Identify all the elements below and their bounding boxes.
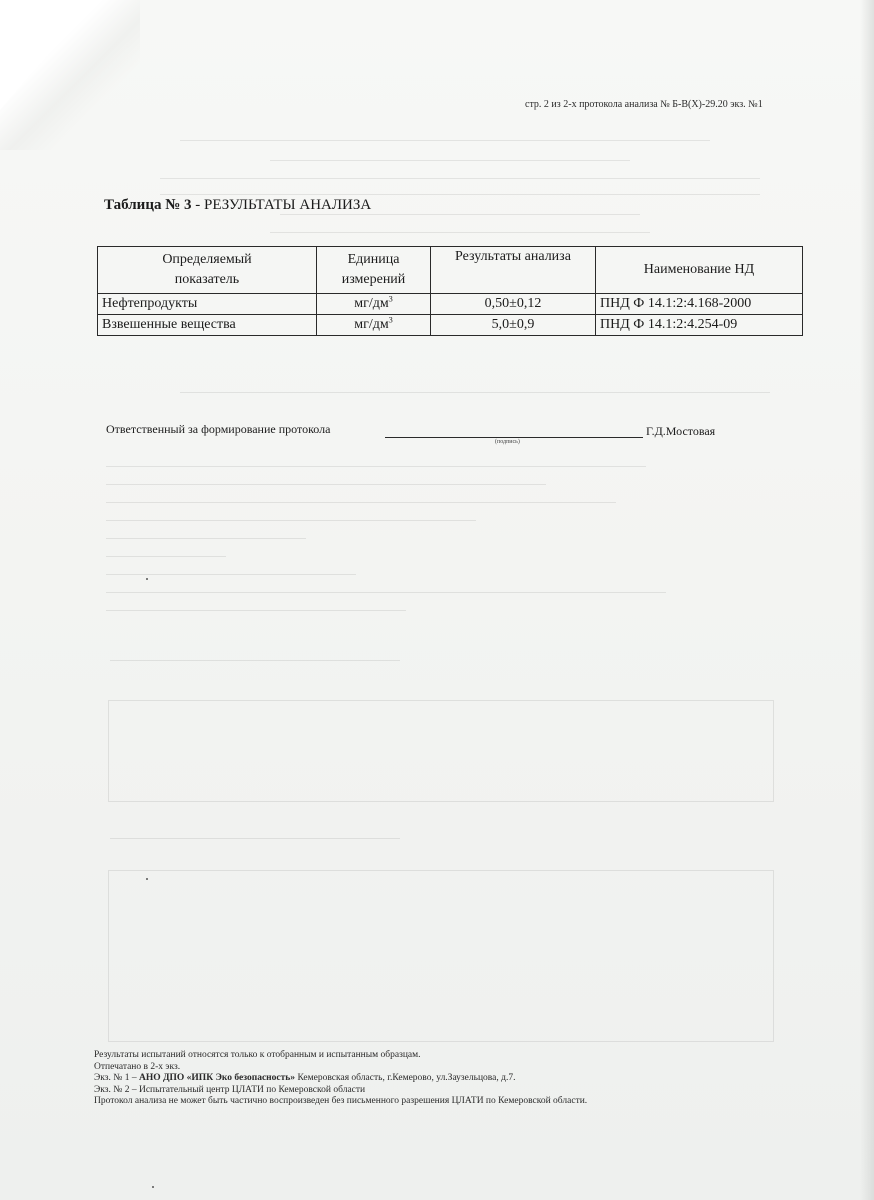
cell-result: 5,0±0,9 [431,315,596,336]
signature-line [385,437,643,438]
responsible-label: Ответственный за формирование протокола [106,422,331,436]
header-unit [317,247,431,294]
bleed-through-line [160,178,760,179]
footer-copy1-address: Кемеровская область, г.Кемерово, ул.Заузельцова, д.7. [295,1073,516,1083]
header-indicator-line2: показатель [174,272,240,287]
table-header-row [98,247,803,294]
bleed-through-line [180,392,770,393]
unit-exponent: 3 [388,294,393,304]
scan-speck [146,578,148,580]
header-unit-line1: Единица [347,252,400,267]
header-indicator [98,247,317,294]
scan-speck [152,1186,154,1188]
bleed-through-table [108,870,774,1042]
bleed-through-line [280,214,640,215]
table-title [104,197,371,214]
page-edge-shadow [860,0,874,1200]
header-indicator-line1: Определяемый [162,252,252,267]
footer-line: Протокол анализа не может быть частично воспроизведен без письменного разрешения ЦЛАТИ по Кемеровской области. [94,1096,588,1106]
bleed-through-line [270,232,650,233]
page-reference: стр. 2 из 2-х протокола анализа № Б-В(Х)-29.20 экз. №1 [525,99,763,110]
table-title-number: Таблица № 3 [104,197,192,213]
bleed-through-line [106,502,616,503]
footer-line: Экз. № 2 – Испытательный центр ЦЛАТИ по Кемеровской области [94,1084,366,1095]
scan-speck [146,878,148,880]
cell-nd: ПНД Ф 14.1:2:4.168-2000 [596,294,803,315]
table-row [98,315,803,336]
footer-line: Отпечатано в 2-х экз. [94,1061,181,1072]
table-title-text: - РЕЗУЛЬТАТЫ АНАЛИЗА [191,197,372,213]
footer-copy1-prefix: Экз. № 1 – [94,1073,139,1083]
folded-corner [0,0,95,110]
bleed-through-line [270,160,630,161]
footer-notes [94,1050,587,1108]
header-result: Результаты анализа [431,247,596,294]
cell-unit [317,294,431,315]
signer-name: Г.Д.Мостовая [646,424,716,438]
cell-result: 0,50±0,12 [431,294,596,315]
bleed-through-line [106,484,546,485]
bleed-through-line [106,466,646,467]
bleed-through-line [106,574,356,575]
bleed-through-line [106,538,306,539]
bleed-through-line [106,556,226,557]
footer-line [94,1073,587,1085]
results-table [97,246,803,336]
unit-base: мг/дм [354,317,389,332]
bleed-through-line [110,838,400,839]
unit-base: мг/дм [354,296,389,311]
footer-copy1-org: АНО ДПО «ИПК Эко безопасность» [138,1073,296,1083]
bleed-through-line [106,610,406,611]
cell-indicator: Взвешенные вещества [98,315,317,336]
header-unit-line2: измерений [341,272,406,287]
cell-unit [317,315,431,336]
header-nd: Наименование НД [596,247,803,294]
cell-indicator: Нефтепродукты [98,294,317,315]
bleed-through-table [108,700,774,802]
bleed-through-line [180,140,710,141]
bleed-through-line [106,592,666,593]
bleed-through-line [106,520,476,521]
unit-exponent: 3 [388,315,393,325]
table-row [98,294,803,315]
bleed-through-line [160,194,760,195]
signature-caption: (подпись) [495,439,520,445]
bleed-through-line [110,660,400,661]
cell-nd: ПНД Ф 14.1:2:4.254-09 [596,315,803,336]
footer-line: Результаты испытаний относятся только к отобранным и испытанным образцам. [94,1050,421,1060]
